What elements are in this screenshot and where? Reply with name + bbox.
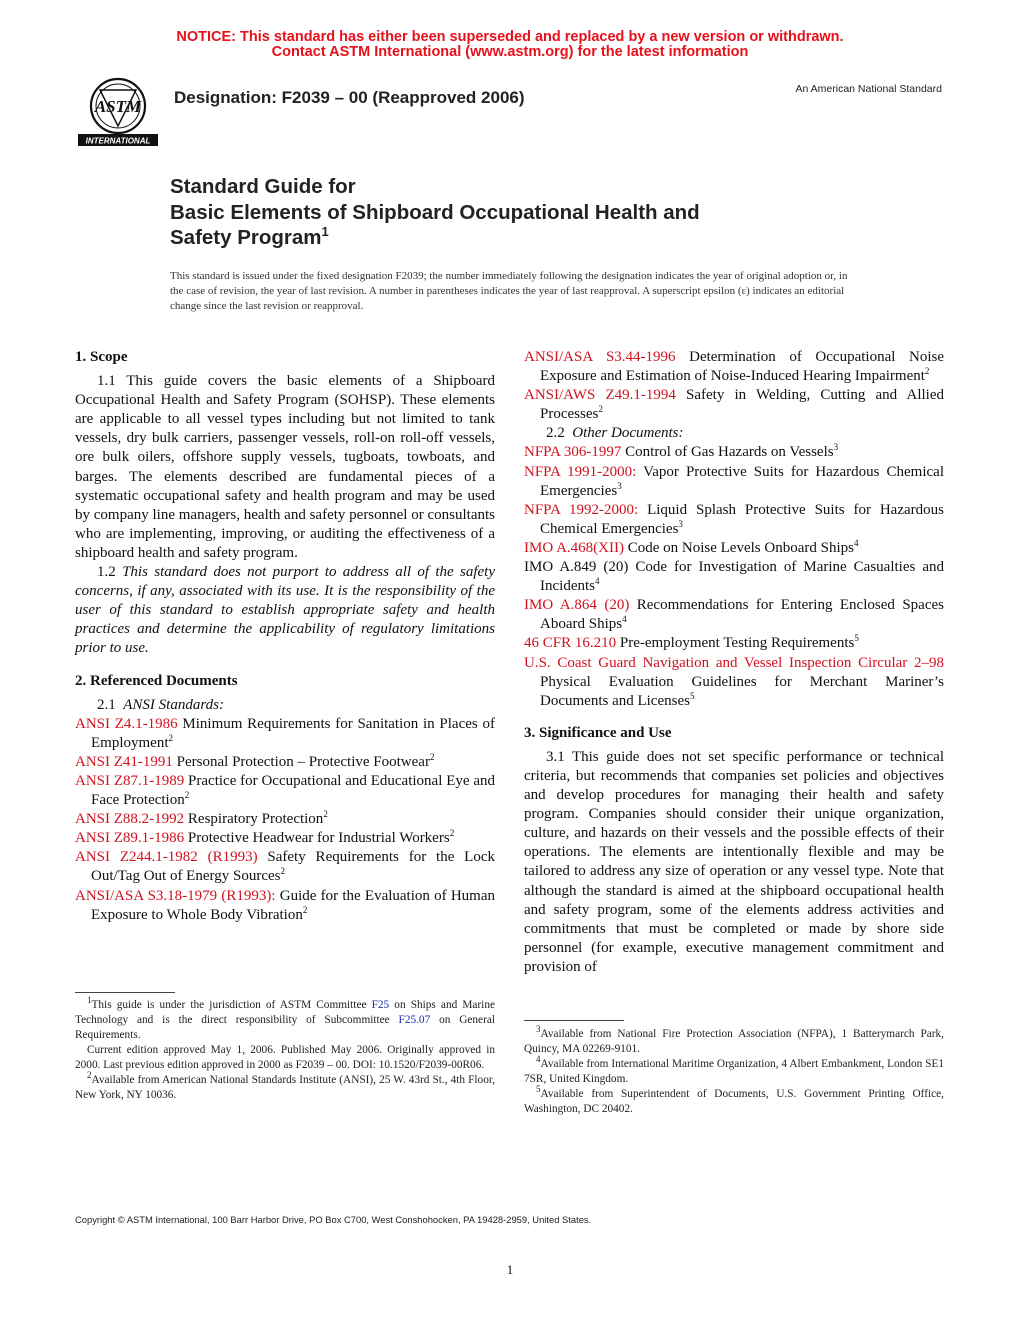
right-column (524, 348, 944, 977)
astm-logo (76, 76, 160, 148)
footnote-1: $^1$This guide is under the jurisdiction of ASTM Committee F25 on Ships and Marine Technology and is the direct responsibility of Subcommittee F25.07 on General Requirements. (75, 995, 495, 1041)
reference-item: ANSI/AWS Z49.1-1994 Safety in Welding, Cutting and Allied Processes$^2$ (524, 387, 944, 423)
footnote-rule-right (524, 1020, 624, 1021)
footnotes-left (75, 995, 495, 1103)
reference-item: IMO A.864 (20) Recommendations for Entering Enclosed Spaces Aboard Ships$^4$ (524, 597, 944, 633)
footnote-rule-left (75, 992, 175, 993)
reference-item: ANSI Z41-1991 Personal Protection – Protective Footwear$^2$ (75, 751, 435, 770)
notice-line-1: NOTICE: This standard has either been superseded and replaced by a new version or withdrawn. (176, 29, 844, 45)
footnote-3: $^3$Available from National Fire Protection Association (NFPA), 1 Batterymarch Park, Quincy, MA 02269-9101. (524, 1024, 944, 1055)
footnotes-right (524, 1024, 944, 1117)
title-line-2: Basic Elements of Shipboard Occupational Health and (170, 200, 700, 224)
reference-code-link[interactable]: NFPA 1991-2000: (524, 463, 637, 480)
american-national-standard: An American National Standard (795, 83, 942, 95)
reference-code-link[interactable]: IMO A.468(XII) (524, 539, 624, 556)
left-column (75, 348, 495, 925)
reference-item: NFPA 306-1997 Control of Gas Hazards on Vessels$^3$ (524, 442, 839, 461)
reference-code-link[interactable]: IMO A.864 (20) (524, 597, 630, 614)
notice-line-2: Contact ASTM International (www.astm.org) for the latest information (271, 44, 749, 60)
reference-code-link[interactable]: NFPA 306-1997 (524, 444, 622, 461)
reference-code-link[interactable]: ANSI/ASA S3.18-1979 (R1993): (75, 887, 276, 904)
page-number: 1 (506, 1262, 514, 1277)
reference-code-link[interactable]: NFPA 1992-2000: (524, 501, 639, 518)
scope-1-1: 1.1 This guide covers the basic elements of a Shipboard Occupational Health and Safety Program (SOHSP). These elements are applicable to all vessel types including but not limited to tank vessels, dry bulk carriers, passenger vessels, roll-on roll-off vessels, ore bulk oilers, offshore supply vessels, tugboats, towboats, and barges. The elements described are fundamental pieces of a systematic occupational safety and health program and may be used by company line managers, health and safety personnel or consultants who are implementing, improving, or auditing the effectiveness of a shipboard health and safety program. (75, 373, 495, 561)
reference-code-link[interactable]: ANSI Z88.2-1992 (75, 811, 185, 828)
copyright: Copyright © ASTM International, 100 Barr Harbor Drive, PO Box C700, West Conshohocken, PA 19428-2959, United States. (75, 1214, 592, 1225)
reference-code-link[interactable]: ANSI Z89.1-1986 (75, 830, 185, 847)
scope-1-2: 1.2 This standard does not purport to address all of the safety concerns, if any, associated with its use. It is the responsibility of the user of this standard to establish appropriate safety and health practices and determine the applicability of regulatory limitations prior to use. (75, 564, 496, 657)
significance-heading: 3. Significance and Use (524, 724, 672, 741)
reference-item: ANSI Z4.1-1986 Minimum Requirements for Sanitation in Places of Employment$^2$ (75, 715, 495, 751)
reference-code-link[interactable]: ANSI/AWS Z49.1-1994 (524, 387, 676, 404)
reference-item: ANSI Z87.1-1989 Practice for Occupational and Educational Eye and Face Protection$^2$ (75, 772, 495, 809)
issuance-note: This standard is issued under the fixed designation F2039; the number immediately following the designation indicates the year of original adoption or, in the case of revision, the year of last revision. A number in parentheses indicates the year of last reapproval. A superscript epsilon (ε) indicates an editorial change since the last revision or reapproval. (170, 270, 848, 312)
reference-code-link[interactable]: U.S. Coast Guard Navigation and Vessel Inspection Circular 2–98 (524, 654, 944, 671)
svg-text:ASTM: ASTM (94, 97, 142, 116)
reference-item: ANSI/ASA S3.18-1979 (R1993): Guide for the Evaluation of Human Exposure to Whole Body Vibration$^2$ (75, 887, 495, 923)
reference-code-link[interactable]: ANSI Z4.1-1986 (75, 715, 178, 732)
reference-item: ANSI/ASA S3.44-1996 Determination of Occupational Noise Exposure and Estimation of Noise-Induced Hearing Impairment$^2$ (524, 349, 944, 385)
svg-text:INTERNATIONAL: INTERNATIONAL (85, 136, 151, 146)
reference-item: U.S. Coast Guard Navigation and Vessel Inspection Circular 2–98 Physical Evaluation Guidelines for Merchant Mariner’s Documents and Licenses$^5$ (524, 654, 944, 709)
reference-item: NFPA 1991-2000: Vapor Protective Suits for Hazardous Chemical Emergencies$^3$ (524, 463, 944, 499)
reference-item: ANSI Z88.2-1992 Respiratory Protection$^2$ (75, 809, 328, 828)
significance-3-1: 3.1 This guide does not set specific performance or technical criteria, but recommends that companies set policies and objectives and develop procedures for managing their health and safety program. Companies should consider their unique organization, culture, and hazards on their vessels and the possible effects of their operations. The elements are intentionally flexible and may be tailored to address any size of operation or any vessel type. Note that although the standard is aimed at the shipboard occupational health and safety program, some of the elements address activities and commitments that must be completed or made by shore side personnel (for example, executive management commitment and provision of (524, 748, 944, 975)
reference-item: ANSI Z244.1-1982 (R1993) Safety Requirements for the Lock Out/Tag Out of Energy Sources$^2$ (75, 849, 495, 885)
reference-code-link: IMO A.849 (20) (524, 559, 629, 576)
reference-code-link[interactable]: ANSI Z87.1-1989 (75, 772, 185, 789)
reference-code-link[interactable]: ANSI Z41-1991 (75, 753, 173, 770)
footnote-5: $^5$Available from Superintendent of Documents, U.S. Government Printing Office, Washington, DC 20402. (524, 1084, 944, 1115)
reference-item: NFPA 1992-2000: Liquid Splash Protective Suits for Hazardous Chemical Emergencies$^3$ (524, 501, 944, 537)
title-line-3: Safety Program$^1$ (170, 224, 329, 249)
designation: Designation: F2039 – 00 (Reapproved 2006) (174, 88, 525, 107)
title-footnote-ref[interactable]: 1 (321, 224, 329, 240)
footnote-1-edition: Current edition approved May 1, 2006. Published May 2006. Originally approved in 2000. Last previous edition approved in 2000 as F2039 – 00. DOI: 10.1520/F2039-00R06. (75, 1044, 495, 1071)
committee-link[interactable]: F25 (371, 999, 390, 1011)
title-line-1: Standard Guide for (170, 175, 356, 198)
footnote-2: $^2$Available from American National Standards Institute (ANSI), 25 W. 43rd St., 4th Floor, New York, NY 10036. (75, 1070, 495, 1101)
reference-item: 46 CFR 16.210 Pre-employment Testing Requirements$^5$ (524, 633, 859, 652)
other-documents-label: 2.2 Other Documents: (546, 425, 684, 442)
reference-item: IMO A.849 (20) Code for Investigation of Marine Casualties and Incidents$^4$ (524, 559, 944, 595)
footnote-4: $^4$Available from International Maritime Organization, 4 Albert Embankment, London SE1 7SR, United Kingdom. (524, 1054, 944, 1085)
subcommittee-link[interactable]: F25.07 (398, 1014, 431, 1026)
astm-logo-icon (76, 76, 160, 148)
reference-item: IMO A.468(XII) Code on Noise Levels Onboard Ships$^4$ (524, 537, 859, 556)
reference-code-link[interactable]: ANSI/ASA S3.44-1996 (524, 349, 676, 365)
reference-item: ANSI Z89.1-1986 Protective Headwear for Industrial Workers$^2$ (75, 828, 455, 847)
ansi-standards-label: 2.1 ANSI Standards: (97, 696, 224, 713)
referenced-heading: 2. Referenced Documents (75, 672, 238, 689)
document-title (170, 174, 700, 251)
scope-heading: 1. Scope (75, 349, 128, 365)
reference-code-link[interactable]: 46 CFR 16.210 (524, 635, 617, 652)
reference-code-link[interactable]: ANSI Z244.1-1982 (R1993) (75, 849, 258, 866)
